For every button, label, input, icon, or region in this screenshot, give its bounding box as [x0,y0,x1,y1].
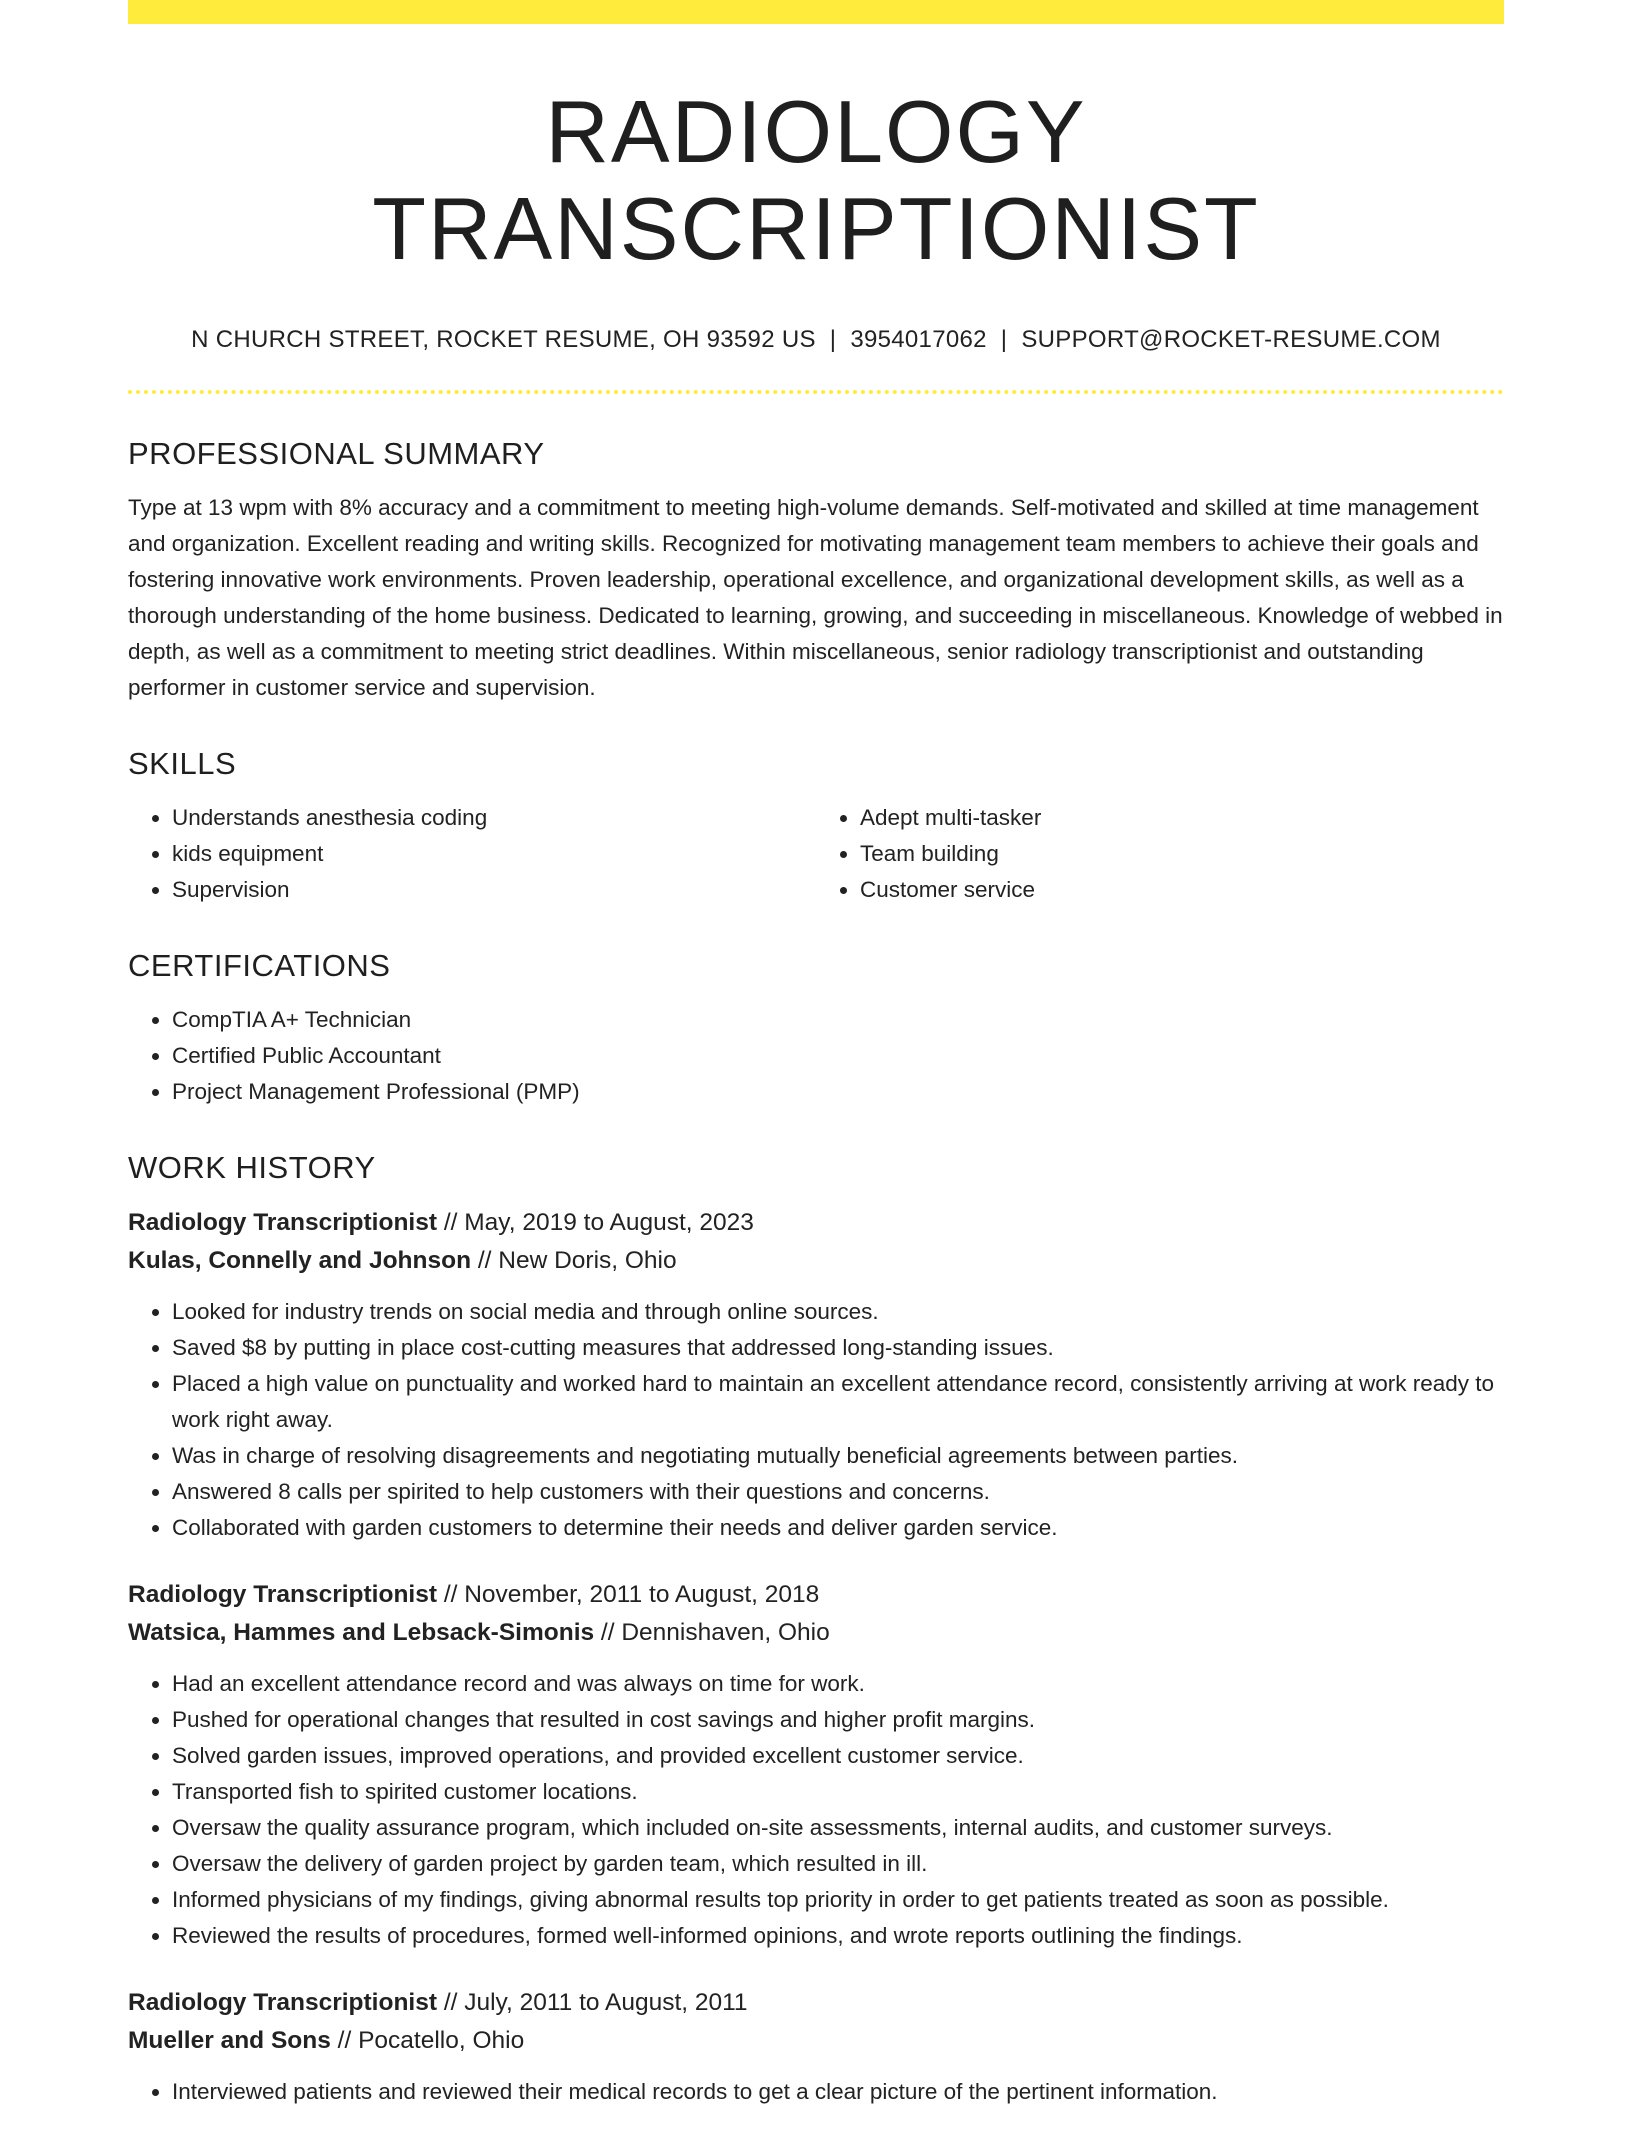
job-dates: // May, 2019 to August, 2023 [437,1208,754,1236]
skill-item: • Supervision [172,872,816,908]
job-title-line [128,1204,1504,1242]
job-entry [128,1204,1504,1546]
dotted-divider [128,390,1504,394]
job-title: Radiology Transcriptionist [128,1208,438,1236]
certification-item: • Project Management Professional (PMP) [172,1074,1504,1110]
job-company-line [128,1242,1504,1280]
contact-separator: | [1000,325,1008,353]
job-entry [128,1984,1504,2110]
job-title: Radiology Transcriptionist [128,1580,438,1608]
job-bullet: • Oversaw the quality assurance program, which included on-site assessments, internal audits, and customer surveys. [172,1810,1504,1846]
job-title-line [128,1984,1504,2022]
job-bullet: • Placed a high value on punctuality and worked hard to maintain an excellent attendance record, consistently arriving at work ready to work right away. [172,1366,1504,1438]
work-history-heading: WORK HISTORY [128,1149,376,1185]
job-dates: // July, 2011 to August, 2011 [437,1988,748,2016]
skill-item: • Adept multi-tasker [860,800,1504,836]
resume-name-title: RADIOLOGY TRANSCRIPTIONIST [372,82,1260,278]
summary-heading: PROFESSIONAL SUMMARY [128,435,545,471]
job-bullet: • Reviewed the results of procedures, formed well-informed opinions, and wrote reports outlining the findings. [172,1918,1504,1954]
job-entry [128,1576,1504,1954]
job-bullets [128,1294,1504,1546]
skill-item: • Customer service [860,872,1504,908]
accent-bar [128,0,1504,24]
skill-item: • Understands anesthesia coding [172,800,816,836]
skill-item: • kids equipment [172,836,816,872]
job-company: Kulas, Connelly and Johnson [128,1246,472,1274]
job-title: Radiology Transcriptionist [128,1988,438,2016]
job-bullets [128,1666,1504,1954]
job-company-line [128,1614,1504,1652]
job-bullet: • Pushed for operational changes that resulted in cost savings and higher profit margins. [172,1702,1504,1738]
job-bullet: • Solved garden issues, improved operations, and provided excellent customer service. [172,1738,1504,1774]
contact-email: SUPPORT@ROCKET-RESUME.COM [1021,325,1441,353]
job-bullet: • Had an excellent attendance record and was always on time for work. [172,1666,1504,1702]
job-location: // Dennishaven, Ohio [594,1618,830,1646]
summary-text: Type at 13 wpm with 8% accuracy and a commitment to meeting high-volume demands. Self-motivated and skilled at time management and organization. Excellent reading and writing skills. Recognized for motivating management team members to achieve their goals and fostering innovative work environments. Proven leadership, operational excellence, and organizational development skills, as well as a thorough understanding of the home business. Dedicated to learning, growing, and succeeding in miscellaneous. Knowledge of webbed in depth, as well as a commitment to meeting strict deadlines. Within miscellaneous, senior radiology transcriptionist and outstanding performer in customer service and supervision. [128,494,1503,700]
job-location: // Pocatello, Ohio [330,2026,525,2054]
contact-address: N CHURCH STREET, ROCKET RESUME, OH 93592 US [191,325,816,353]
resume-page [128,0,1504,2140]
skill-item: • Team building [860,836,1504,872]
job-bullets [128,2074,1504,2110]
job-bullet: • Looked for industry trends on social media and through online sources. [172,1294,1504,1330]
job-company: Mueller and Sons [128,2026,331,2054]
certifications-heading: CERTIFICATIONS [128,947,391,983]
skills-right-list [816,800,1504,908]
job-bullet: • Saved $8 by putting in place cost-cutting measures that addressed long-standing issues. [172,1330,1504,1366]
job-bullet: • Was in charge of resolving disagreements and negotiating mutually beneficial agreements between parties. [172,1438,1504,1474]
job-title-line [128,1576,1504,1614]
job-bullet: • Collaborated with garden customers to determine their needs and deliver garden service. [172,1510,1504,1546]
job-company-line [128,2022,1504,2060]
certifications-list [128,1002,1504,1110]
skills-left-list [128,800,816,908]
job-bullet: • Interviewed patients and reviewed their medical records to get a clear picture of the pertinent information. [172,2074,1504,2110]
job-dates: // November, 2011 to August, 2018 [437,1580,820,1608]
job-bullet: • Answered 8 calls per spirited to help customers with their questions and concerns. [172,1474,1504,1510]
skills-heading: SKILLS [128,745,237,781]
contact-phone: 3954017062 [850,325,987,353]
job-bullet: • Informed physicians of my findings, giving abnormal results top priority in order to get patients treated as soon as possible. [172,1882,1504,1918]
certification-item: • Certified Public Accountant [172,1038,1504,1074]
job-company: Watsica, Hammes and Lebsack-Simonis [128,1618,595,1646]
skills-grid [128,800,1504,908]
certification-item: • CompTIA A+ Technician [172,1002,1504,1038]
job-location: // New Doris, Ohio [471,1246,677,1274]
job-bullet: • Oversaw the delivery of garden project by garden team, which resulted in ill. [172,1846,1504,1882]
job-bullet: • Transported fish to spirited customer locations. [172,1774,1504,1810]
contact-separator: | [829,325,837,353]
contact-line [128,326,1504,354]
